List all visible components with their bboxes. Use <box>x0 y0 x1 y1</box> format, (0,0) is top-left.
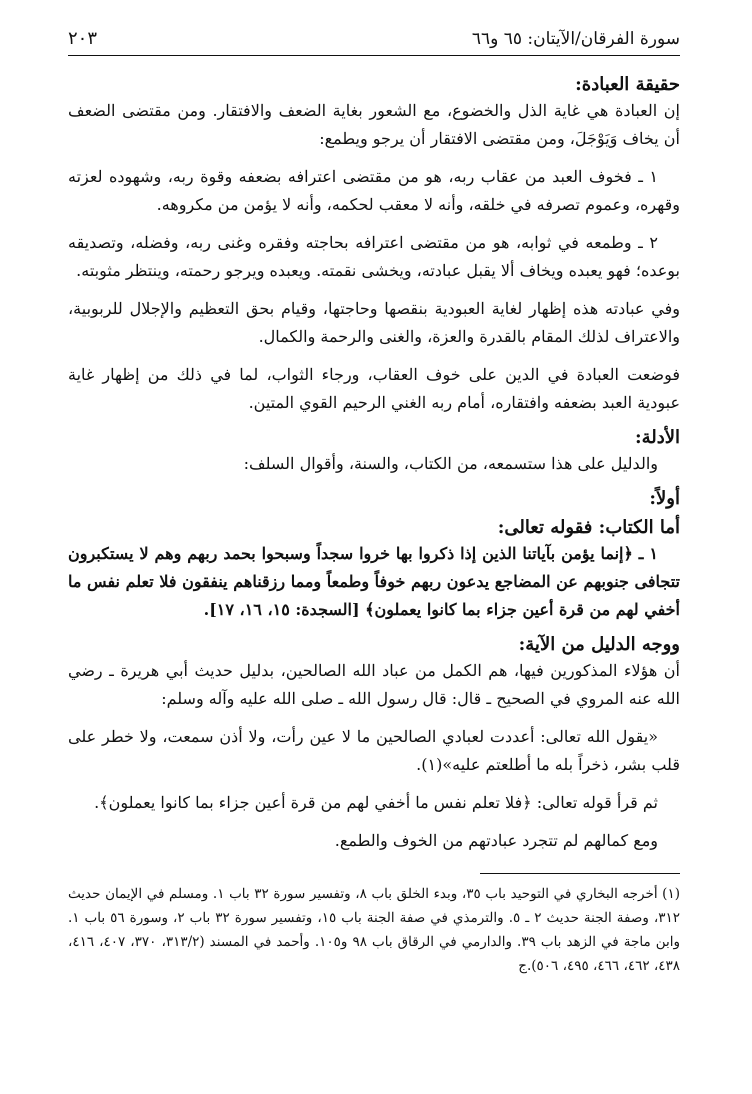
paragraph: وفي عبادته هذه إظهار لغاية العبودية بنقصها وحاجتها، وقيام بحق التعظيم والإجلال للربوبية، والاعتراف لذلك المقام بالقدرة والعزة، والغنى والرحمة والكمال. <box>68 299 680 346</box>
paragraph: والدليل على هذا ستسمعه، من الكتاب، والسنة، وأقوال السلف: <box>243 454 658 473</box>
heading-first: أولاً: <box>649 488 680 509</box>
footnote: (١) أخرجه البخاري في التوحيد باب ٣٥، وبدء الخلق باب ٨، وتفسير سورة ٣٢ باب ١. ومسلم في الإيمان حديث ٣١٢، وصفة الجنة حديث ٢ ـ ٥. والترمذي في صفة الجنة باب ١٥، وتفسير سورة ٣٢ باب ٢، وسورة ٥٦ باب ١. وابن ماجة في الزهد باب ٣٩. والدارمي في الرقاق باب ٩٨ و١٠٥. وأحمد في المسند (٣١٣/٢، ٣٧٠، ٤٠٧، ٤١٦، ٤٣٨، ٤٦٢، ٤٦٦، ٤٩٥، ٥٠٦).ج <box>68 886 681 974</box>
paragraph: فوضعت العبادة في الدين على خوف العقاب، ورجاء الثواب، لما في ذلك من إظهار غاية عبودية العبد بضعفه وافتقاره، أمام ربه الغني الرحيم القوي المتين. <box>68 365 680 412</box>
paragraph: إن العبادة هي غاية الذل والخضوع، مع الشعور بغاية الضعف والافتقار. ومن مقتضى الضعف أن يخاف وَيَوْجَلَ، ومن مقتضى الافتقار أن يرجو ويطمع: <box>68 101 680 148</box>
page-body <box>68 74 680 855</box>
paragraph: ومع كمالهم لم تتجرد عبادتهم من الخوف والطمع. <box>334 831 658 850</box>
footnote-separator <box>480 873 680 874</box>
heading-verse-evidence: ووجه الدليل من الآية: <box>518 634 680 655</box>
heading-essence-of-worship: حقيقة العبادة: <box>575 74 680 95</box>
paragraph-point-2: ٢ ـ وطمعه في ثوابه، هو من مقتضى اعترافه بحاجته وفقره وغنى ربه، وفضله، وتصديقه بوعده؛ فهو يعبده ويخاف ألا يقبل عبادته، ويخشى نقمته. ويعبده ويرجو رحمته، وينتظر مثوبته. <box>68 233 680 280</box>
paragraph: ثم قرأ قوله تعالى: ﴿فلا تعلم نفس ما أخفي لهم من قرة أعين جزاء بما كانوا يعملون﴾. <box>94 793 658 812</box>
heading-evidence: الأدلة: <box>634 427 680 448</box>
paragraph-point-1: ١ ـ فخوف العبد من عقاب ربه، هو من مقتضى اعترافه بضعفه وقوة ربه، وشهوده لعزته وقهره، وعموم تصرفه في خلقه، وأنه لا معقب لحكمه، وأنه لا يؤمن من مكروهه. <box>68 167 680 214</box>
quran-verse-paragraph: ١ ـ ﴿إنما يؤمن بآياتنا الذين إذا ذكروا بها خروا سجداً وسبحوا بحمد ربهم وهم لا يستكبرون تتجافى جنوبهم عن المضاجع يدعون ربهم خوفاً وطمعاً ومما رزقناهم ينفقون فلا تعلم نفس ما أخفي لهم من قرة أعين جزاء بما كانوا يعملون﴾ [السجدة: ١٥، ١٦، ١٧]. <box>68 544 680 619</box>
page-number: ٢٠٣ <box>68 28 98 49</box>
heading-the-book: أما الكتاب: فقوله تعالى: <box>497 517 680 538</box>
running-title: سورة الفرقان/الآيتان: ٦٥ و٦٦ <box>471 29 680 49</box>
paragraph: أن هؤلاء المذكورين فيها، هم الكمل من عباد الله الصالحين، بدليل حديث أبي هريرة ـ رضي الله عنه المروي في الصحيح ـ قال: قال رسول الله ـ صلى الله عليه وآله وسلم: <box>68 661 681 708</box>
page-header <box>68 28 680 56</box>
hadith-quote: «يقول الله تعالى: أعددت لعبادي الصالحين ما لا عين رأت، ولا أذن سمعت، ولا خطر على قلب بشر، ذخراً بله ما أطلعتم عليه»(١). <box>68 727 680 774</box>
